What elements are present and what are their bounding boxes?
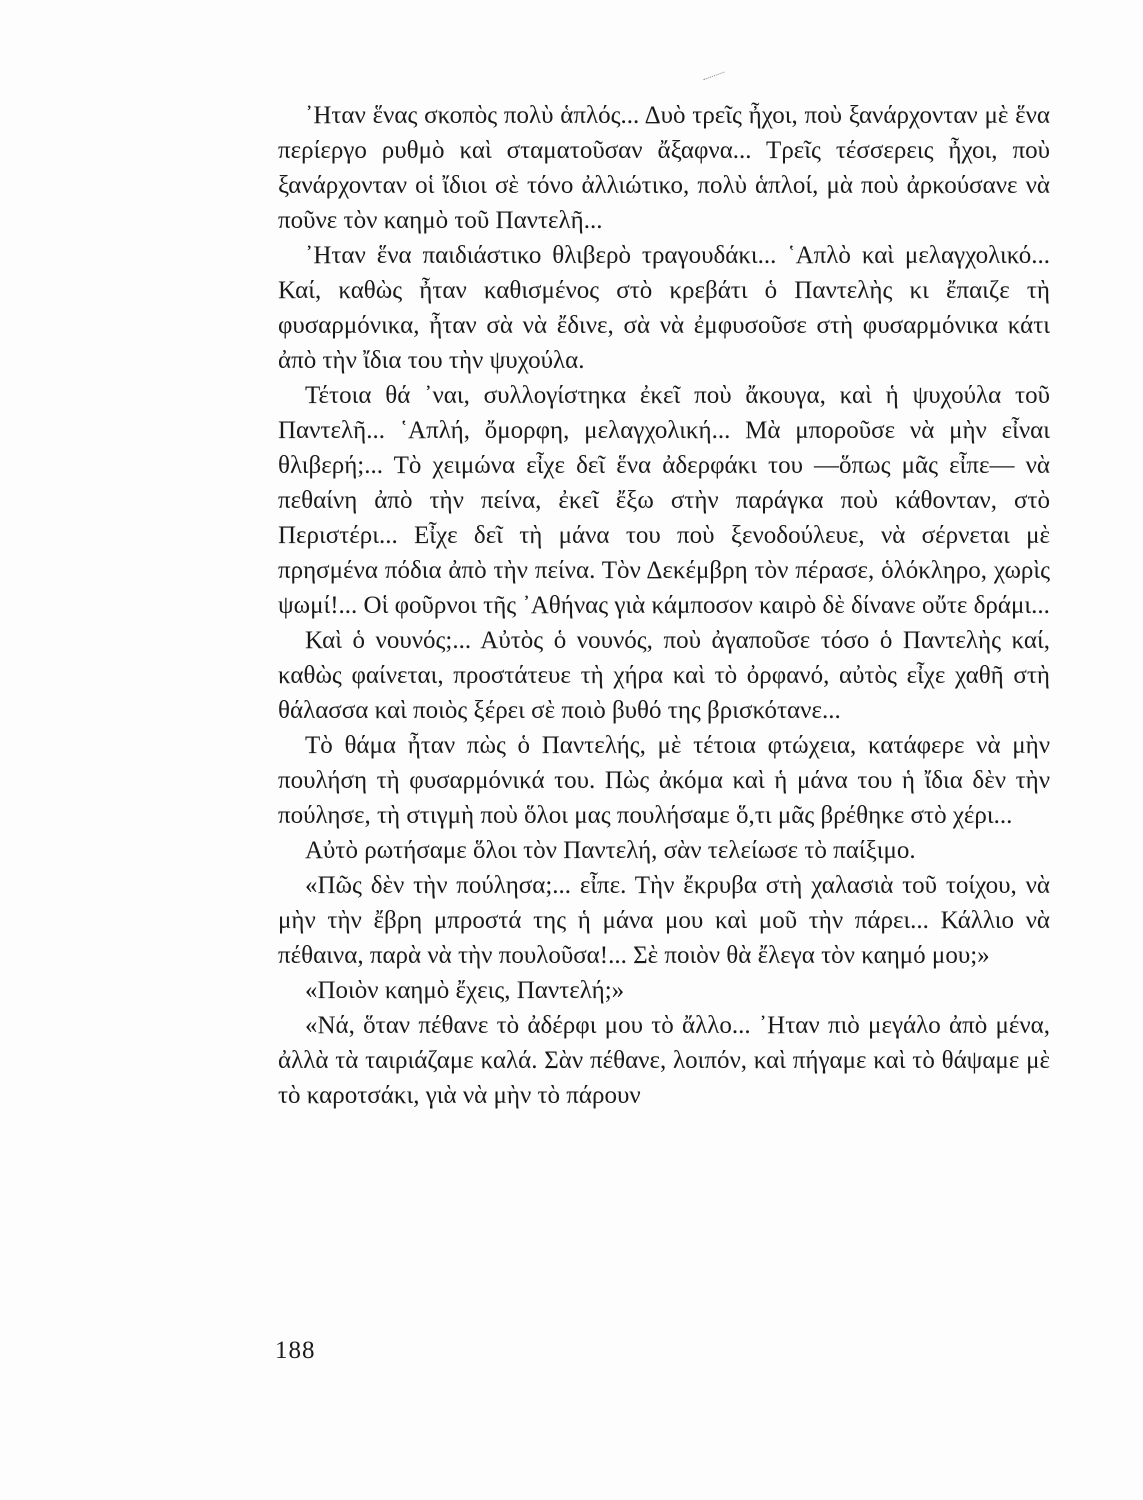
page-number: 188 bbox=[275, 1337, 316, 1364]
paragraph: Τὸ θάμα ἦταν πὼς ὁ Παντελής, μὲ τέτοια φτώχεια, κατάφερε νὰ μὴν πουλήση τὴ φυσαρμόνικά του. Πὼς ἀκόμα καὶ ἡ μάνα του ἡ ἴδια δὲν τὴν πούλησε, τὴ στιγμὴ ποὺ ὅλοι μας πουλήσαμε ὅ,τι μᾶς βρέθηκε στὸ χέρι... bbox=[278, 732, 1050, 829]
paragraph: Καὶ ὁ νουνός;... Αὐτὸς ὁ νουνός, ποὺ ἀγαποῦσε τόσο ὁ Παντελὴς καί, καθὼς φαίνεται, προστάτευε τὴ χήρα καὶ τὸ ὀρφανό, αὐτὸς εἶχε χαθῆ στὴ θάλασσα καὶ ποιὸς ξέρει σὲ ποιὸ βυθό της βρισκότανε... bbox=[278, 627, 1050, 724]
paragraph: «Πῶς δὲν τὴν πούλησα;... εἶπε. Τὴν ἔκρυβα στὴ χαλασιὰ τοῦ τοίχου, νὰ μὴν τὴν ἔβρη μπροστά της ἡ μάνα μου καὶ μοῦ τὴν πάρει... Κάλλιο νὰ πέθαινα, παρὰ νὰ τὴν πουλοῦσα!... Σὲ ποιὸν θὰ ἔλεγα τὸν καημό μου;» bbox=[278, 872, 1050, 969]
paragraph: «Ποιὸν καημὸ ἔχεις, Παντελή;» bbox=[305, 977, 625, 1004]
paragraph: Τέτοια θά ᾽ναι, συλλογίστηκα ἐκεῖ ποὺ ἄκουγα, καὶ ἡ ψυχούλα τοῦ Παντελῆ... ῾Απλή, ὄμορφη, μελαγχολική... Μὰ μποροῦσε νὰ μὴν εἶναι θλιβερή;... Τὸ χειμώνα εἶχε δεῖ ἕνα ἀδερφάκι του —ὅπως μᾶς εἶπε— νὰ πεθαίνη ἀπὸ τὴν πείνα, ἐκεῖ ἔξω στὴν παράγκα ποὺ κάθονταν, στὸ Περιστέρι... Εἶχε δεῖ τὴ μάνα του ποὺ ξενοδούλευε, νὰ σέρνεται μὲ πρησμένα πόδια ἀπὸ τὴν πείνα. Τὸν Δεκέμβρη τὸν πέρασε, ὁλόκληρο, χωρὶς ψωμί!... Οἱ φοῦρνοι τῆς ᾽Αθήνας γιὰ κάμποσον καιρὸ δὲ δίνανε οὔτε δράμι... bbox=[278, 382, 1050, 619]
paragraph: «Νά, ὅταν πέθανε τὸ ἀδέρφι μου τὸ ἄλλο... ᾿Ηταν πιὸ μεγάλο ἀπὸ μένα, ἀλλὰ τὰ ταιριάζαμε καλά. Σὰν πέθανε, λοιπόν, καὶ πήγαμε καὶ τὸ θάψαμε μὲ τὸ καροτσάκι, γιὰ νὰ μὴν τὸ πάρουν bbox=[278, 1012, 1050, 1109]
page-body bbox=[278, 98, 1050, 1113]
paragraph: ᾿Ηταν ἕνας σκοπὸς πολὺ ἁπλός... Δυὸ τρεῖς ἦχοι, ποὺ ξανάρχονταν μὲ ἕνα περίεργο ρυθμὸ καὶ σταματοῦσαν ἄξαφνα... Τρεῖς τέσσερεις ἦχοι, ποὺ ξανάρχονταν οἱ ἴδιοι σὲ τόνο ἀλλιώτικο, πολὺ ἁπλοί, μὰ ποὺ ἀρκούσανε νὰ ποῦνε τὸν καημὸ τοῦ Παντελῆ... bbox=[278, 102, 1050, 234]
paragraph: ᾿Ηταν ἕνα παιδιάστικο θλιβερὸ τραγουδάκι... ῾Απλὸ καὶ μελαγχολικό... Καί, καθὼς ἦταν καθισμένος στὸ κρεβάτι ὁ Παντελὴς κι ἔπαιζε τὴ φυσαρμόνικα, ἦταν σὰ νὰ ἔδινε, σὰ νὰ ἐμφυσοῦσε στὴ φυσαρμόνικα κάτι ἀπὸ τὴν ἴδια του τὴν ψυχούλα. bbox=[278, 242, 1050, 374]
paragraph: Αὐτὸ ρωτήσαμε ὅλοι τὸν Παντελή, σὰν τελείωσε τὸ παίξιμο. bbox=[305, 837, 916, 864]
scan-speck bbox=[703, 72, 728, 92]
